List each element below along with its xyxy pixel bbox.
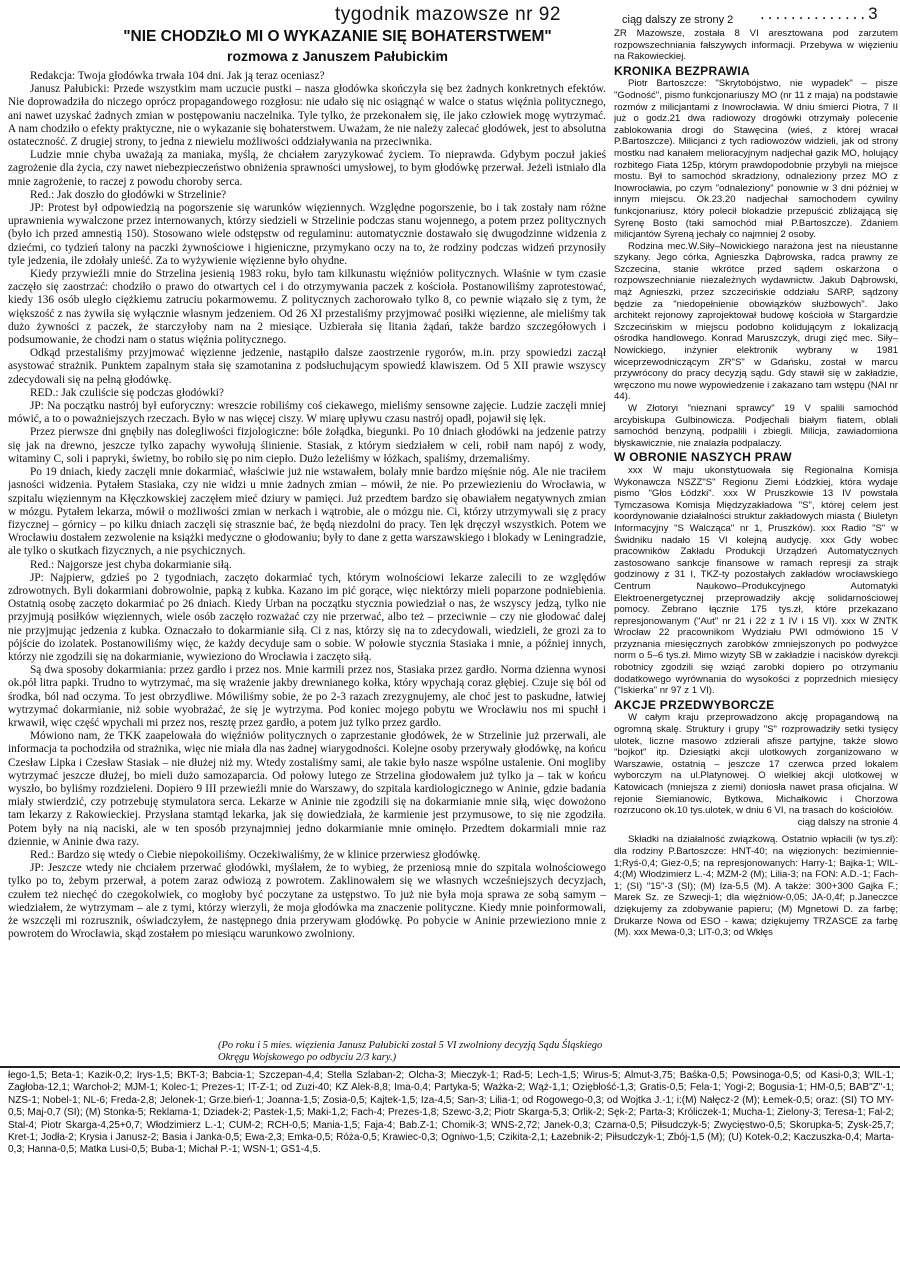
article-footnote: (Po roku i 5 mies. więzienia Janusz Pałubicki został 5 VI zwolniony decyzją Sądu Śląskiego Okręgu Wojskowego po odbyciu 2/3 kary.) bbox=[218, 1040, 603, 1063]
obrona-paragraph: xxx W maju ukonstytuowała się Regionalna Komisja Wykonawcza NSZZ"S" Regionu Ziemi Łódzkiej, która wydaje pismo "Głos Łódzki". xxx W Pruszkowie 13 IV powstała Tymczasowa Komisja Międzyzakładowa "S", której celem jest koordynowanie działalności struktur zakładowych miasta ( Biuletyn Informacyjny "S Walcząca" nr 1, Pruszków). xxx Radio "S" w Świdniku nadało 15 VI kolejną audycję. xxx Gdy wobec pracowników Zakładu Produkcji Urządzeń Automatycznych zastosowano sankcje finansowe w ramach represji za strajk godzinowy z 31 I, TKZ-ty pozostałych zakładów wrocławskiego Centrum Naukowo–Produkcyjnego Automatyki Elektroenergetycznej przeprowadziły akcję solidarnościowej pomocy. Zebrano łącznie 175 tys.zł, które przekazano represjonowanym ("Aut" nr 21 i 22 z 1 IV i 15 VI). xxx W ZNTK Wrocław 22 pracownikom Wydziału PWI odmówiono 15 V przyznania miesięcznych zarobków zmniejszonych po podwyżce norm o 5–6 tys.zł. Mimo wizyty SB w zakładzie i nacisków dyrekcji robotnicy zgodzili się wziąć zarobki dopiero po otrzymaniu dodatkowego wyrównania do wysokości z poprzednich miesięcy ("Iskierka" nr 97 z 1 VI). bbox=[614, 464, 898, 697]
donor-list: łego-1,5; Beta-1; Kazik-0,2; Irys-1,5; BKT-3; Babcia-1; Szczepan-4,4; Stella Szlaban-2; Olcha-3; Mieczyk-1; Rad-5; Lech-1,5; Wirus-5; Almut-3,75; Baśka-0,5; Powsinoga-0,5; od Kasi-0,3; WIL-1; Zagłoba-12,1; Warchoł-2; MJM-1; Kolec-1; Prezes-1; IT-Z-1; od Zuzi-40; KZ Alek-8,8; Ima-0,4; Partyka-5; Ważka-2; Wąż-1,1; Oziębłość-1,3; Gratis-0,5; Fela-1; Yogi-2; Bogusia-1; HM-0,5; BAB"Z"-1; NZS-1; Nobel-1; NL-6; Freda-2,8; Jelonek-1; Grze.bień-1; Joanna-1,5; Zosia-0,5; Kajtek-1,5; Iza-4,5; San-3; Lilia-1; od Rogowego-0,3; od Wojtka J.-1; i:(M) Nałęcz-2 (M); Łemek-0,5; oraz: (SI) TO MY-0,5; Maj-0,7 (SI); (M) Stonka-5; Reklama-1; Dziadek-2; Pastek-1,5; Maki-1,2; Fach-4; Prezes-1,8; Szewc-3,2; Piotr Skarga-5,3; Orlik-2; Sęk-2; Parta-3; Króliczek-1; Mucha-1; Zielony-3; Teresa-1; Fal-2; Stal-4; Piotr Skarga-4,25+0,7; Włodzimierz L.-1; CUM-2; RCH-0,5; Mania-1,5; Faja-4; Bab.Z-1; Chomik-3; WNS-2,72; Janek-0,3; Czarna-0,5; Piłsudczyk-5; Zwycięstwo-0,5; Skorupka-5; Zysk-25,7; Kret-1; Jodła-2; Krysia i Janusz-2; Basia i Janka-0,5; Ewa-2,3; Emka-0,5; Róża-0,5; Krawiec-0,3; Ogniwo-1,5; Czikita-2,1; Łazebnik-2; Piłsudczyk-1; Zbój-1,5 (M); (U) Kotek-0,2; Kaczuszka-0,4; Marta-0,3; Hanna-0,5; Matka Lusi-0,5; Buba-1; Michał P.-1; WSN-1; GS1-4,5. bbox=[8, 1070, 894, 1156]
continuation-note-top: ciąg dalszy ze strony 2 bbox=[622, 14, 734, 26]
akcje-paragraph: W całym kraju przeprowadzono akcję propagandową na ogromną skalę. Struktury i grupy "S" rozprowadziły setki tysięcy ulotek, liczne masowo zdzierali afisze partyjne, także słowo "bojkot" itp. Dziesiątki akcji ulotkowych zorganizowano w Warszawie, ostatnią – jeszcze 17 czerwca przed lokalem wyborczym na ul.Platynowej. O wielkiej akcji ulotkowej w Katowicach (mniejsza z ziemi) doniosła nawet prasa oficjalna. W rejonie Siemianowic, Bytkowa, Michałkowic i Chorzowa rozrzucono ok.10 tys.ulotek, w dniu 6 VI, na trasach do kościołów. bbox=[614, 712, 898, 817]
interview-body bbox=[8, 70, 606, 1040]
kronika-paragraph: Rodzina mec.W.Siły–Nowickiego narażona jest na nieustanne szykany. Jego córka, Agnieszka Dąbrowska, radca prawny ze Szczecina, stanie wkrótce przed sądem oskarżona o rozpowszechnianie niezależnych wydawnictw. Jakub Dąbrowski, mąż Agnieszki, przez szczecińskie oddziału SARP, sądzony będzie za "niedopełnienie obowiązków służbowych". Jako architekt rejonowy zaprojektował budowę kościoła w Stargardzie Szczecińskim w miejscu podobno kolidującym z lokalizacją ośrodka handlowego. Konrad Maruszczyk, drugi zięć mec. Siły–Nowickiego, inżynier elektronik wybrany w 1981 wiceprzewodniczącym ZR"S" w Gdańsku, został w marcu przywrócony do pracy decyzją sądu. Gdy stawił się w zakładzie, wręczono mu nowe wypowiedzenie i zakazano tam wstępu (NAI nr 44). bbox=[614, 240, 898, 403]
article-subtitle: rozmowa z Januszem Pałubickim bbox=[227, 48, 448, 64]
horizontal-divider bbox=[0, 1066, 900, 1068]
section-heading-kronika: KRONIKA BEZPRAWIA bbox=[614, 63, 750, 78]
skladki-paragraph: Składki na działalność związkową. Ostatnio wpłacili (w tys.zł): dla rodziny P.Bartoszcze: HNT-40; na więzionych: bezimiennie-1;Ryś-0,4; Giez-0,5; na represjonowanych: Harry-1; Bajka-1; WIL-4;(M) Włodzimierz L.-4; MZM-2 (M); Lilia-3; na FON: A.D.-1; Fach-1; (SI) "15"-3 (SI); (M) Iza-5,5 (M). A także: 300+300 Gajka F.; Marek Sz. ze Szwecji-1; dla więźniów-0,05; JA-0,4f; p.Janeczce dziękujemy za zdobywanie papieru; (M) Mgnetowi D. za farbę; Drukarze Nowa od ESO - kawa; dziękujemy TRZASCE za farbę (M). xxx Mewa-0,3; LIT-0,3; od Wkłęs bbox=[614, 834, 898, 939]
kronika-paragraph: W Złotoryi "nieznani sprawcy" 19 V spalili samochód arcybiskupa Gulbinowicza. Podjechali białym fiatem, oblali samochód benzyną, podpalili i zbiegli. Milicja, zawiadomiona błyskawicznie, nie znalazła podpalaczy. bbox=[614, 403, 898, 449]
masthead: tygodnik mazowsze nr 92 bbox=[335, 4, 561, 25]
right-intro: ZR Mazowsze, została 8 VI aresztowana pod zarzutem rozpowszechniania fałszywych informacji. Przebywa w więzieniu na Rakowieckiej. bbox=[614, 28, 898, 63]
interview-paragraph: Kiedy przywieźli mnie do Strzelina jesienią 1983 roku, było tam kilkunastu więźniów politycznych. Właśnie w tym czasie zaczęło się zaostrzać: chodziło o prawo do otwartych cel i do otrzymywania paczek z kościoła. Postanowiliśmy zaprotestować, kiedy 136 osób uległo ciężkiemu zatruciu pokarmowemu. Z politycznych zachorowało tylko 8, co pewnie wiązało się z tym, że większość z nas żywiła się wyłącznie własnym jedzeniem. Od 26 XI przestaliśmy przyjmować posiłki więzienne, ale mieliśmy tak dużo żywności z paczek, że starczyłoby nam na 2 miesiące. Uzbierała się litania żądań, także bardzo szczegółowych i podsumowanie, że chodzi nam o status więźnia politycznego. bbox=[8, 268, 606, 347]
section-heading-obrona: W OBRONIE NASZYCH PRAW bbox=[614, 450, 792, 465]
interview-paragraph: Janusz Pałubicki: Przede wszystkim mam uczucie pustki – nasza głodówka skończyła się bez żadnych konkretnych efektów. Nie doprowadziła do niczego oprócz propagandowego rozgłosu: nie udało się nic osiągnąć w walce o status więźnia politycznego, ani nawet uzyskać żadnych zmian w postępowaniu naczelnika. Tyle tylko, że przekonałem się, ile jako człowiek mogę wytrzymać. A nam chodziło o efekty praktyczne, nie o wykazanie się bohaterstwem. Uważam, że nie należy zalecać głodówek, jest to absolutna ostateczność. Z drugiej strony, to jedna z niewielu możliwości oddziaływania na przeciwnika. bbox=[8, 83, 606, 149]
interview-paragraph: JP: Najpierw, gdzieś po 2 tygodniach, zaczęto dokarmiać tych, którym wolnościowi lekarze zalecili to ze względów zdrowotnych. Byli dokarmiani dobrowolnie, papką z kubka. Kazano im pić gorące, więc niektórzy mieli poparzone podniebienia. Ostatnią osobę zaczęto dokarmiać po 26 dniach. Kiedy Urban na początku stycznia powiedział o nas, że wszyscy jedzą, tylko nie przyjmują posiłków więziennych, wiele osób zaczęło rozważać czy nie przerwać, albo też – przeciwnie – czy nie głodować dalej nie przyjmując jedzenia z kubka. Oznaczało to dokarmianie siłą. Ci z nas, którzy się na to zdecydowali, wiedzieli, że grozi za to pójście do izolatek. Postanowiliśmy więc, że każdy decyduje sam o sobie. W połowie stycznia Stasiaka i mnie, a później innych, którzy nie zgodzili się na dokarmianie, wywieziono do Wrocławia i zaczęto siłą. bbox=[8, 571, 606, 663]
interview-paragraph: JP: Na początku nastrój był euforyczny: wreszcie robiliśmy coś ciekawego, mieliśmy sensowne zajęcie. Ludzie zaczęli mniej mówić, a to o poważniejszych rzeczach. Było w nas więcej ciszy. W miarę upływu czasu nastrój opadł, pojawił się lęk. bbox=[8, 400, 606, 426]
interview-paragraph: Po 19 dniach, kiedy zaczęli mnie dokarmiać, właściwie już nie wstawałem, bolały mnie bardzo mięśnie nóg. Ale nie traciłem jasności widzenia. Pytałem Stasiaka, czy nie widzi u mnie żadnych zmian – mówił, że nie. Po przewiezieniu do Wrocławia, w szpitalu więziennym na Kłęczkowskiej zaczęłem mieć dziury w pamięci. Już przedtem bardzo się obawiałem negatywnych zmian w mózgu. Pytałem lekarza, mówił o możliwości zmian w nerkach i wątrobie, ale o mózgu nie. Ci, którzy utrzymywali się z pracy fizycznej – górnicy – po kilku dniach zaczęli się strasznie bać, że będą niezdolni do pracy. Ten lęk dręczył wszystkich. Potem we Wrocławiu dostałem zezwolenie na książki medyczne o głodowaniu; były to dane z getta warszawskiego i blokady w Leningradzie, ale tylko o skutkach fizycznych, a nie psychicznych. bbox=[8, 466, 606, 558]
continued-note: ciąg dalszy na stronie 4 bbox=[797, 816, 898, 828]
interview-paragraph: RED.: Jak czuliście się podczas głodówki? bbox=[30, 386, 224, 399]
interview-paragraph: Red.: Bardzo się wtedy o Ciebie niepokoiliśmy. Oczekiwaliśmy, że w klinice przerwiesz głodówkę. bbox=[30, 848, 481, 861]
article-title: "NIE CHODZIŁO MI O WYKAZANIE SIĘ BOHATERSTWEM" bbox=[123, 28, 552, 45]
kronika-paragraph: Piotr Bartoszcze: "Skrytobójstwo, nie wypadek" – pisze "Godność", pismo funkcjonariuszy MO (nr 11 z maja) na podstawie rozmów z milicjantami z Inowrocławia. W dniu śmierci Piotra, 7 II już o godz.21 dwa radiowozy drogówki otrzymały polecenie zablokowania drogi do Stawęcina (wieś, z której wracał P.Bartoszcze). Milicjanci z tych radiowozów widzieli, jak od strony mostku nad kanałem melioracyjnym nadjechał gazik MO, holujący rozbitego Fiata 125p, którym prawdopodobnie przybyli na miejsce mostu. Był to samochód skradziony, odnaleziony przez MO z Inowrocławia, po czym "odnaleziony" ponownie w 3 dni później w innym miejscu. Ok.23.20 nadjechał samochodem cywilny funkcjonariusz, który polecił blokadzie przepuścić zbliżającą się Syrenę Bosto (taki samochód miał P.Bartoszcze). Zdaniem milicjantów Syreną jechały co najmniej 2 osoby. bbox=[614, 78, 898, 241]
interview-paragraph: Są dwa sposoby dokarmiania: przez gardło i przez nos. Mnie karmili przez nos, Stasiaka przez gardło. Norma dzienna wynosi ok.pół litra papki. Trudno to wytrzymać, ma się wrażenie jakby drewnianego kołka, który wpychają coraz głębiej. Czuje się ból od środka, ból nad oczyma. To jest obrzydliwe. Mówiliśmy sobie, że po 2-3 razach zrezygnujemy, ale choć jest to paskudne, łatwiej wytrzymać dokarmianie, niż sobie wyobrażać, że się je wytrzyma. Pod koniec mojego pobytu we Wrocławiu nos mi spuchł i krwawił, więc część wpychali mi przez nos, resztę przez gardło, a potem już tylko przez gardło. bbox=[8, 664, 606, 729]
right-column bbox=[614, 28, 898, 1064]
section-heading-akcje: AKCJE PRZEDWYBORCZE bbox=[614, 697, 775, 712]
interview-paragraph: JP: Protest był odpowiedzią na pogorszenie się warunków więziennych. Względne pogorszenie, bo i tak zostały nam różne uprawnienia wywalczone przez internowanych, którzy siedzieli w Strzelinie podczas stanu wojennego, a potem przez politycznych (było ich przed amnestią 150). Stosowano wiele odstępstw od regulaminu: automatycznie dostawało się dwugodzinne widzenia z dziećmi, co tydzień talony na paczki żywnościowe i higieniczne, przymykano oczy na to, że rodziny podczas widzeń przynosiły tyle jedzenia, ile zdołały unieść. Za to wyżywienie więzienne było ohydne. bbox=[8, 202, 606, 267]
interview-paragraph: Ludzie mnie chyba uważają za maniaka, myślą, że chciałem zaryzykować życiem. To nieprawda. Gdybym poczuł jakieś zagrożenie dla życia, czy nawet niebezpieczeństwo obniżenia sprawności umysłowej, to bym głodówkę przerwał. Jeżeli istniało dla mnie zagrożenie, to raczej z powodu choroby serca. bbox=[8, 149, 606, 188]
interview-paragraph: Mówiono nam, że TKK zaapelowała do więźniów politycznych o zaprzestanie głodówek, że w Strzelinie już przerwali, ale informacja ta pochodziła od strażnika, więc nie miała dla nas żadnej wiarygodności. Kolejne osoby przerywały głodówkę, na końcu Czesław Lipka i Czesław Stasiak – nie dłużej niż my. Wtedy zostaliśmy sami, ale takie było nasze wspólne ustalenie. Oni mogliby wytrzymać jeszcze dłużej, bo mieli dużo samozaparcia. Od połowy lutego ze Strzelina głodowałem już tylko ja – tak w końcu wyszło, bo byliśmy rozdzieleni. Dopiero 9 III przewieźli mnie do Warszawy, do szpitala kardiologicznego w Aninie, gdzie badania miały stwierdzić, czy potrzebuję stymulatora serca. Lekarze w Aninie nie zgodzili się na dokarmianie mnie siłą, więc dowożono tam lekarzy z Rakowieckiej. Przysłana stamtąd lekarka, jak się dowiedziała, że karmienie jest przymusowe, to się nie zgodziła. Potem były na nią naciski, ale w ten sposób przynajmniej jedno dokarmianie mnie ominęło. Przedtem dokarmiali mnie raz dziennie, w Aninie dwa razy. bbox=[8, 730, 606, 848]
page-number: ..............3 bbox=[760, 4, 881, 23]
interview-paragraph: Redakcja: Twoja głodówka trwała 104 dni. Jak ją teraz oceniasz? bbox=[30, 70, 325, 82]
interview-paragraph: Red.: Jak doszło do głodówki w Strzelinie? bbox=[30, 188, 227, 201]
interview-paragraph: Red.: Najgorsze jest chyba dokarmianie siłą. bbox=[30, 558, 232, 571]
page-header bbox=[0, 0, 900, 28]
interview-paragraph: Odkąd przestaliśmy przyjmować więzienne jedzenie, nastąpiło dalsze zaostrzenie rygorów, m.in. przy spowiedzi zaczął asystować strażnik. Punktem zapalnym stała się szamotanina z podsłuchującym spowiedź klawiszem. Od 5 XII prawie wszyscy zdecydowali się na pełną głodówkę. bbox=[8, 347, 606, 386]
interview-paragraph: JP: Jeszcze wtedy nie chciałem przerwać głodówki, myślałem, że to wybieg, że przeniosą mnie do szpitala wolnościowego tylko po to, żebym przerwał, a potem zaraz odwiozą z powrotem. Zaklinowałem się we własnych wcześniejszych decyzjach, czułem też niechęć do czegokolwiek, co mogłoby być poczytane za ustępstwo. To już nie była moja sprawa ze sobą samym – wiedziałem, że wytrzymam – ale z tymi, którzy wierzyli, że moja głodówka ma znaczenie polityczne. Kiedy mnie poinformowali, że wszczęli mi rozrusznik, oświadczyłem, że następnego dnia przerywam głodówkę. Po pobycie w Aninie przewieziono mnie z powrotem do Wrocławia, skąd zostałem po miesiącu warunkowo zwolniony. bbox=[8, 862, 606, 941]
interview-paragraph: Przez pierwsze dni gnębiły nas dolegliwości fizjologiczne: bóle żołądka, biegunki. Po 10 dniach głodówki na jedzenie patrzy się jak na drewno, jeszcze tylko zapachy wywołują ślinienie. Stasiak, z którym siedziałem w celi, robił nam napój z wody, witaminy C, soli i papryki, świetny, bo robiło się po nim ciepło. Dużo leżeliśmy w łóżkach, spaliśmy, drzemaliśmy. bbox=[8, 426, 606, 465]
